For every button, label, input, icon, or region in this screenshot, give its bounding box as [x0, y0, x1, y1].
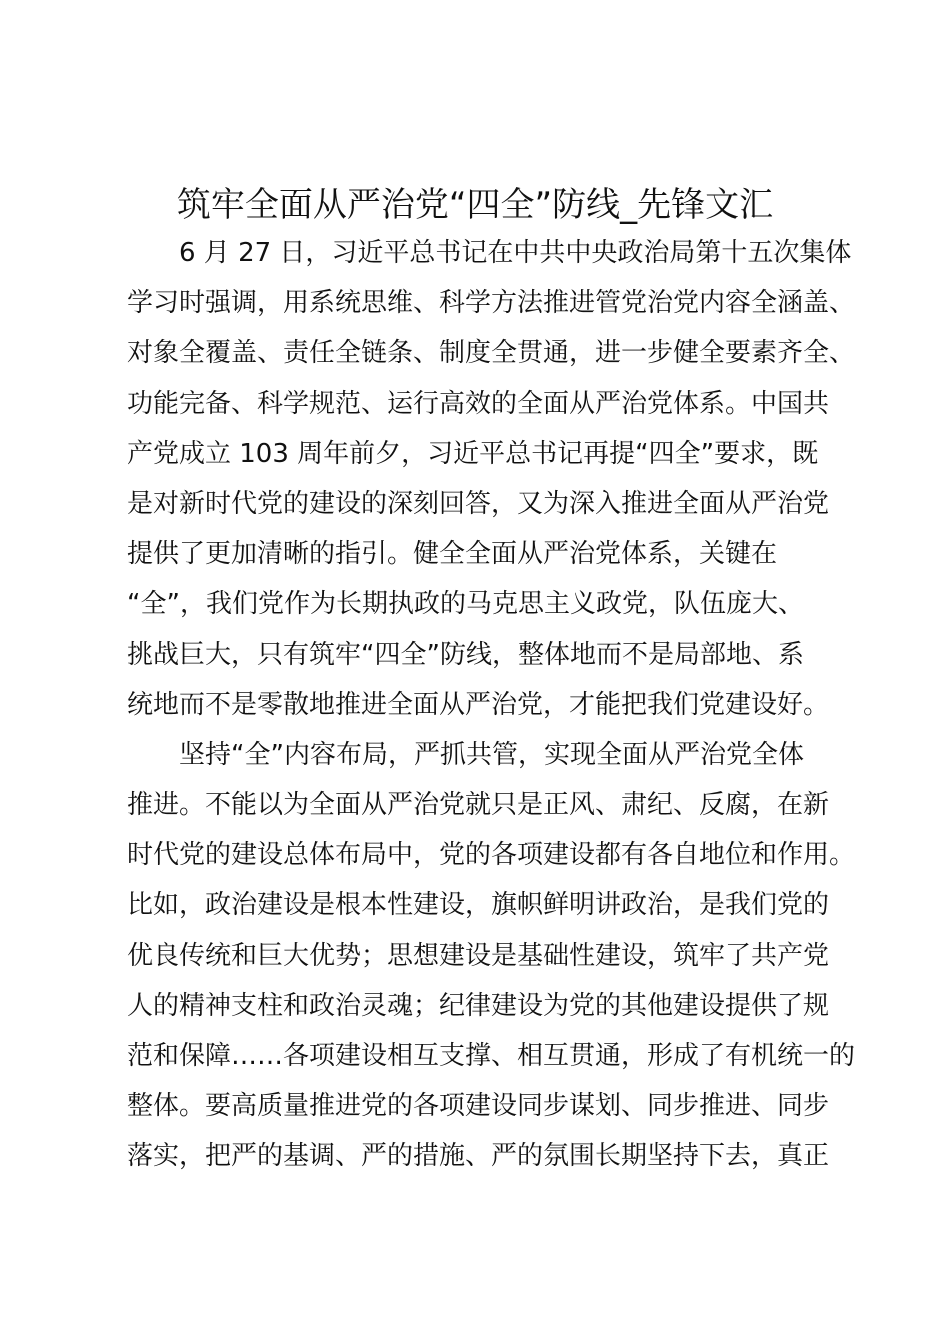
paragraph-line: 挑战巨大，只有筑牢“四全”防线，整体地而不是局部地、系 — [127, 639, 804, 670]
paragraph-2 — [127, 730, 856, 1182]
paragraph-line: 对象全覆盖、责任全链条、制度全贯通，进一步健全要素齐全、 — [127, 338, 856, 369]
paragraph-line: 范和保障……各项建设相互支撑、相互贯通，形成了有机统一的 — [127, 1041, 856, 1071]
paragraph-line: 产党成立 103 周年前夕，习近平总书记再提“四全”要求，既 — [127, 438, 819, 469]
paragraph-line: 坚持“全”内容布局，严抓共管，实现全面从严治党全体 — [127, 739, 804, 770]
paragraph-line: 是对新时代党的建设的深刻回答，又为深入推进全面从严治党 — [127, 488, 830, 519]
paragraph-line: 优良传统和巨大优势；思想建设是基础性建设，筑牢了共产党 — [127, 940, 830, 971]
paragraph-line: 比如，政治建设是根本性建设，旗帜鲜明讲政治，是我们党的 — [127, 890, 830, 921]
paragraph-line: 学习时强调，用系统思维、科学方法推进管党治党内容全涵盖、 — [127, 288, 856, 319]
paragraph-line: 整体。要高质量推进党的各项建设同步谋划、同步推进、同步 — [127, 1091, 830, 1122]
paragraph-line: 统地而不是零散地推进全面从严治党，才能把我们党建设好。 — [127, 689, 830, 720]
paragraph-line: 提供了更加清晰的指引。健全全面从严治党体系，关键在 — [127, 539, 778, 570]
paragraph-line: 时代党的建设总体布局中，党的各项建设都有各自地位和作用。 — [127, 840, 856, 871]
document-title: 筑牢全面从严治党“四全”防线_先锋文汇 — [176, 185, 774, 225]
paragraph-line: 功能完备、科学规范、运行高效的全面从严治党体系。中国共 — [127, 388, 830, 419]
paragraph-line: 推进。不能以为全面从严治党就只是正风、肃纪、反腐，在新 — [127, 790, 830, 821]
paragraph-line: “全”，我们党作为长期执政的马克思主义政党，队伍庞大、 — [127, 589, 804, 620]
paragraph-line: 6 月 27 日，习近平总书记在中共中央政治局第十五次集体 — [127, 238, 852, 268]
paragraph-line: 人的精神支柱和政治灵魂；纪律建设为党的其他建设提供了规 — [127, 990, 830, 1021]
paragraph-line: 落实，把严的基调、严的措施、严的氛围长期坚持下去，真正 — [127, 1141, 830, 1172]
document-body — [127, 228, 856, 1182]
paragraph-1 — [127, 228, 856, 730]
